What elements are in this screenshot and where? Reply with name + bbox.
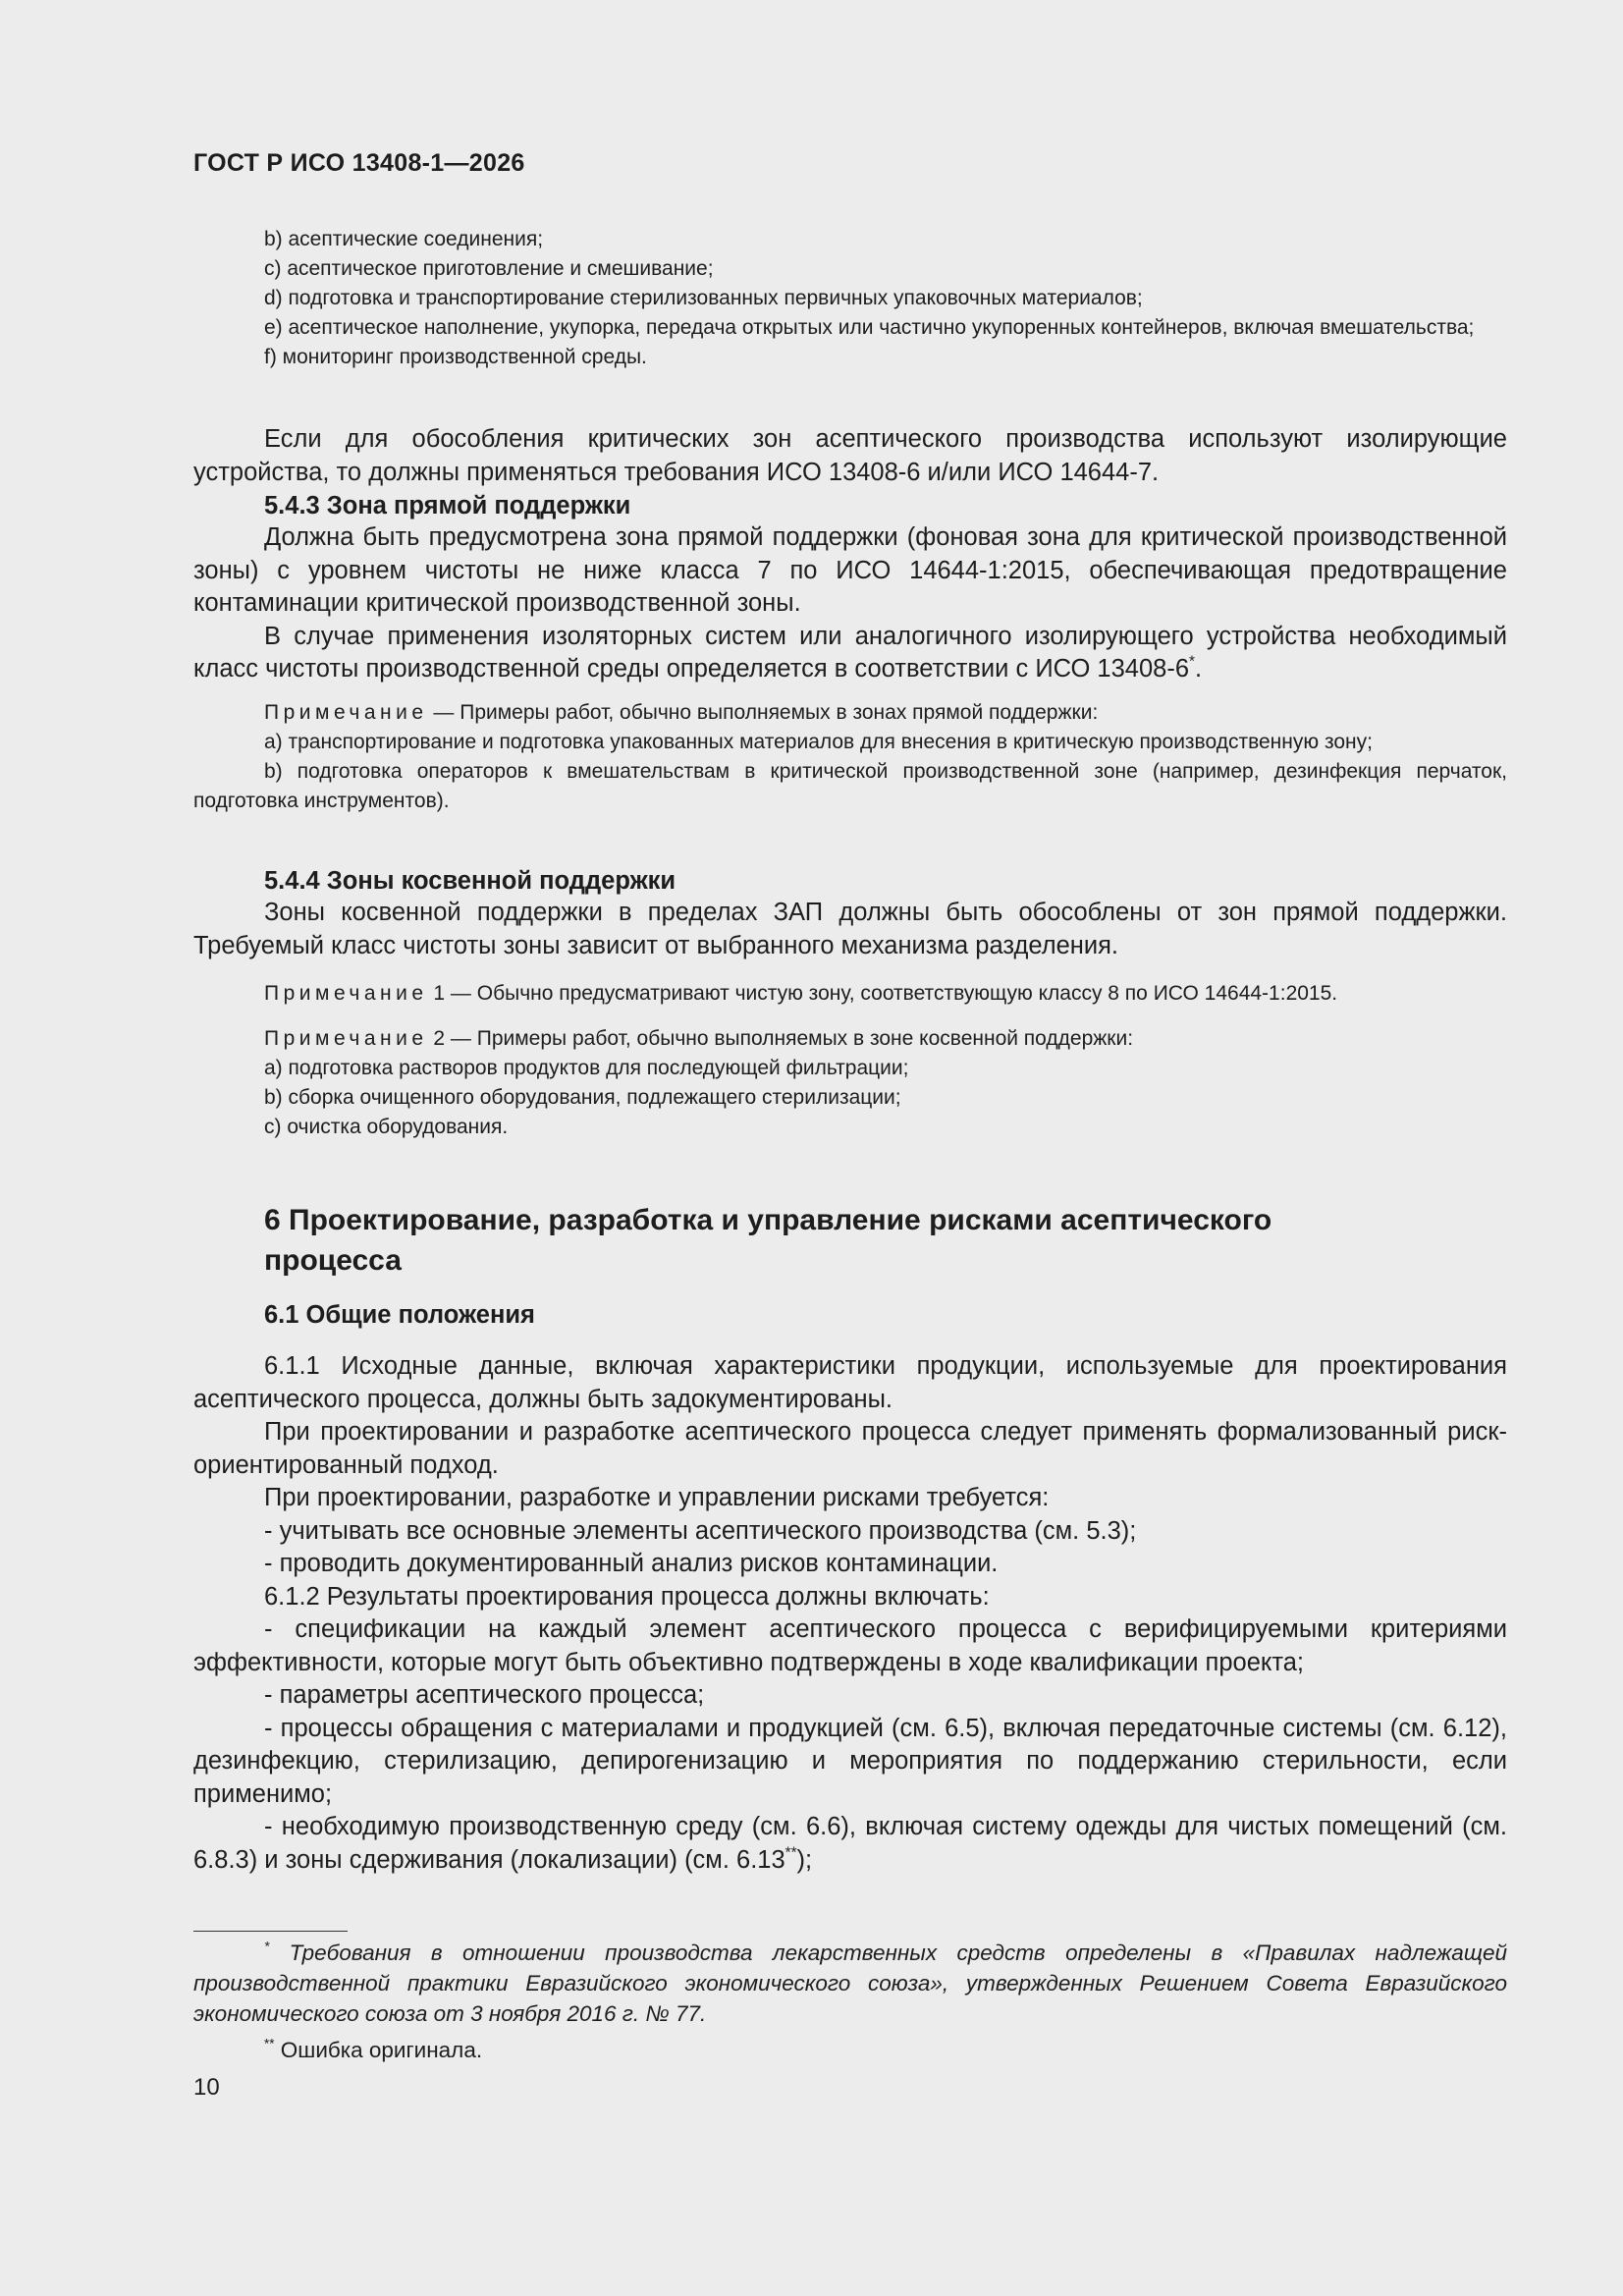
paragraph xyxy=(193,621,1507,686)
note-text: 1 — Обычно предусматривают чистую зону, соответствующую классу 8 по ИСО 14644-1:2015. xyxy=(427,982,1338,1005)
footnote-mark: * xyxy=(264,1939,270,1954)
dash-item: - спецификации на каждый элемент асептического процесса с верифицируемыми критериями эффективности, которые могут быть объективно подтверждены в ходе квалификации проекта; xyxy=(193,1615,1507,1676)
paragraph: Если для обособления критических зон асептического производства используют изолирующие устройства, то должны применяться требования ИСО 13408-6 и/или ИСО 14644-7. xyxy=(193,425,1507,486)
note-text: 2 — Примеры работ, обычно выполняемых в зоне косвенной поддержки: xyxy=(427,1027,1134,1050)
isolators-paragraph-block xyxy=(193,423,1507,489)
dash-item: - процессы обращения с материалами и продукцией (см. 6.5), включая передаточные системы (см. 6.12), дезинфекцию, стерилизацию, депирогенизацию и мероприятия по поддержанию стерильности, если применимо; xyxy=(193,1714,1507,1808)
paragraph-text: В случае применения изоляторных систем или аналогичного изолирующего устройства необходимый класс чистоты производственной среды определяется в соответствии с ИСО 13408-6 xyxy=(193,622,1507,683)
chapter-heading-line: процесса xyxy=(264,1244,402,1277)
page-number: 10 xyxy=(193,2074,220,2101)
section-heading: 5.4.4 Зоны косвенной поддержки xyxy=(264,867,676,895)
note-label: Примечание xyxy=(264,1027,428,1050)
note-item: b) подготовка операторов к вмешательствам в критической производственной зоне (например, дезинфекция перчаток, подготовка инструментов). xyxy=(193,760,1507,812)
note-line xyxy=(193,698,1507,728)
dash-item: - параметры асептического процесса; xyxy=(264,1681,705,1709)
note-item: b) сборка очищенного оборудования, подлежащего стерилизации; xyxy=(264,1086,901,1109)
dash-item-text: - необходимую производственную среду (см. 6.6), включая систему одежды для чистых помещений (см. 6.8.3) и зоны сдерживания (локализации) (см. 6.13 xyxy=(193,1813,1507,1874)
note-line xyxy=(193,979,1507,1009)
section-5-4-4 xyxy=(193,865,1507,962)
note-item: c) очистка оборудования. xyxy=(264,1116,509,1138)
paragraph: При проектировании и разработке асептического процесса следует применять формализованный риск-ориентированный подход. xyxy=(193,1418,1507,1479)
note-5-4-4-2 xyxy=(193,1024,1507,1142)
footnote-mark: ** xyxy=(264,2036,275,2051)
section-heading: 6.1 Общие положения xyxy=(264,1301,535,1329)
section-6-1-heading xyxy=(193,1299,1507,1331)
note-label: Примечание xyxy=(264,701,428,724)
note-item: a) подготовка растворов продуктов для последующей фильтрации; xyxy=(264,1057,909,1079)
document-header: ГОСТ Р ИСО 13408-1—2026 xyxy=(193,149,525,177)
footnotes xyxy=(193,1938,1507,2065)
footnote xyxy=(193,1938,1507,2029)
paragraph: При проектировании, разработке и управлении рисками требуется: xyxy=(264,1484,1050,1511)
dash-item: - проводить документированный анализ рисков контаминации. xyxy=(264,1550,999,1577)
footnote-separator xyxy=(193,1931,348,1932)
dash-item: - учитывать все основные элементы асептического производства (см. 5.3); xyxy=(264,1516,1137,1545)
note-text: — Примеры работ, обычно выполняемых в зонах прямой поддержки: xyxy=(427,701,1099,724)
section-6-1-body xyxy=(193,1350,1507,1877)
paragraph: Зоны косвенной поддержки в пределах ЗАП должны быть обособлены от зон прямой поддержки. Требуемый класс чистоты зоны зависит от выбранного механизма разделения. xyxy=(193,899,1507,959)
footnote-text: Ошибка оригинала. xyxy=(274,2038,483,2062)
section-6-heading xyxy=(193,1200,1507,1281)
footnote-mark: * xyxy=(1189,653,1195,671)
list-item: b) асептические соединения; xyxy=(264,228,544,250)
footnote xyxy=(193,2035,1507,2065)
list-item: e) асептическое наполнение, укупорка, передача открытых или частично укупоренных контейнеров, включая вмешательства; xyxy=(264,316,1475,339)
dash-item xyxy=(193,1811,1507,1877)
list-item: d) подготовка и транспортирование стерилизованных первичных упаковочных материалов; xyxy=(264,287,1143,309)
note-line xyxy=(193,1024,1507,1054)
paragraph: Должна быть предусмотрена зона прямой поддержки (фоновая зона для критической производственной зоны) с уровнем чистоты не ниже класса 7 по ИСО 14644-1:2015, обеспечивающая предотвращение контаминации критической производственной зоны. xyxy=(193,523,1507,617)
section-heading: 5.4.3 Зона прямой поддержки xyxy=(264,492,631,519)
paragraph-end: . xyxy=(1194,655,1203,683)
note-5-4-3 xyxy=(193,698,1507,816)
paragraph: 6.1.1 Исходные данные, включая характеристики продукции, используемые для проектирования асептического процесса, должны быть задокументированы. xyxy=(193,1352,1507,1413)
note-5-4-4-1 xyxy=(193,979,1507,1009)
dash-item-end: ); xyxy=(796,1845,813,1874)
footnote-text: Требования в отношении производства лекарственных средств определены в «Правилах надлежащей производственной практики Евразийского экономического союза», утвержденных Решением Совета Евразийского экономического союза от 3 ноября 2016 г. № 77. xyxy=(193,1941,1507,2026)
top-list xyxy=(193,225,1507,372)
footnote-mark: ** xyxy=(784,1843,797,1861)
section-5-4-3 xyxy=(193,490,1507,686)
chapter-heading-line: 6 Проектирование, разработка и управление рисками асептического xyxy=(264,1204,1272,1236)
list-item: f) мониторинг производственной среды. xyxy=(264,346,647,368)
list-item: c) асептическое приготовление и смешивание; xyxy=(264,257,714,280)
note-label: Примечание xyxy=(264,982,428,1005)
paragraph: 6.1.2 Результаты проектирования процесса должны включать: xyxy=(264,1582,990,1611)
note-item: a) транспортирование и подготовка упакованных материалов для внесения в критическую производственную зону; xyxy=(264,731,1373,753)
